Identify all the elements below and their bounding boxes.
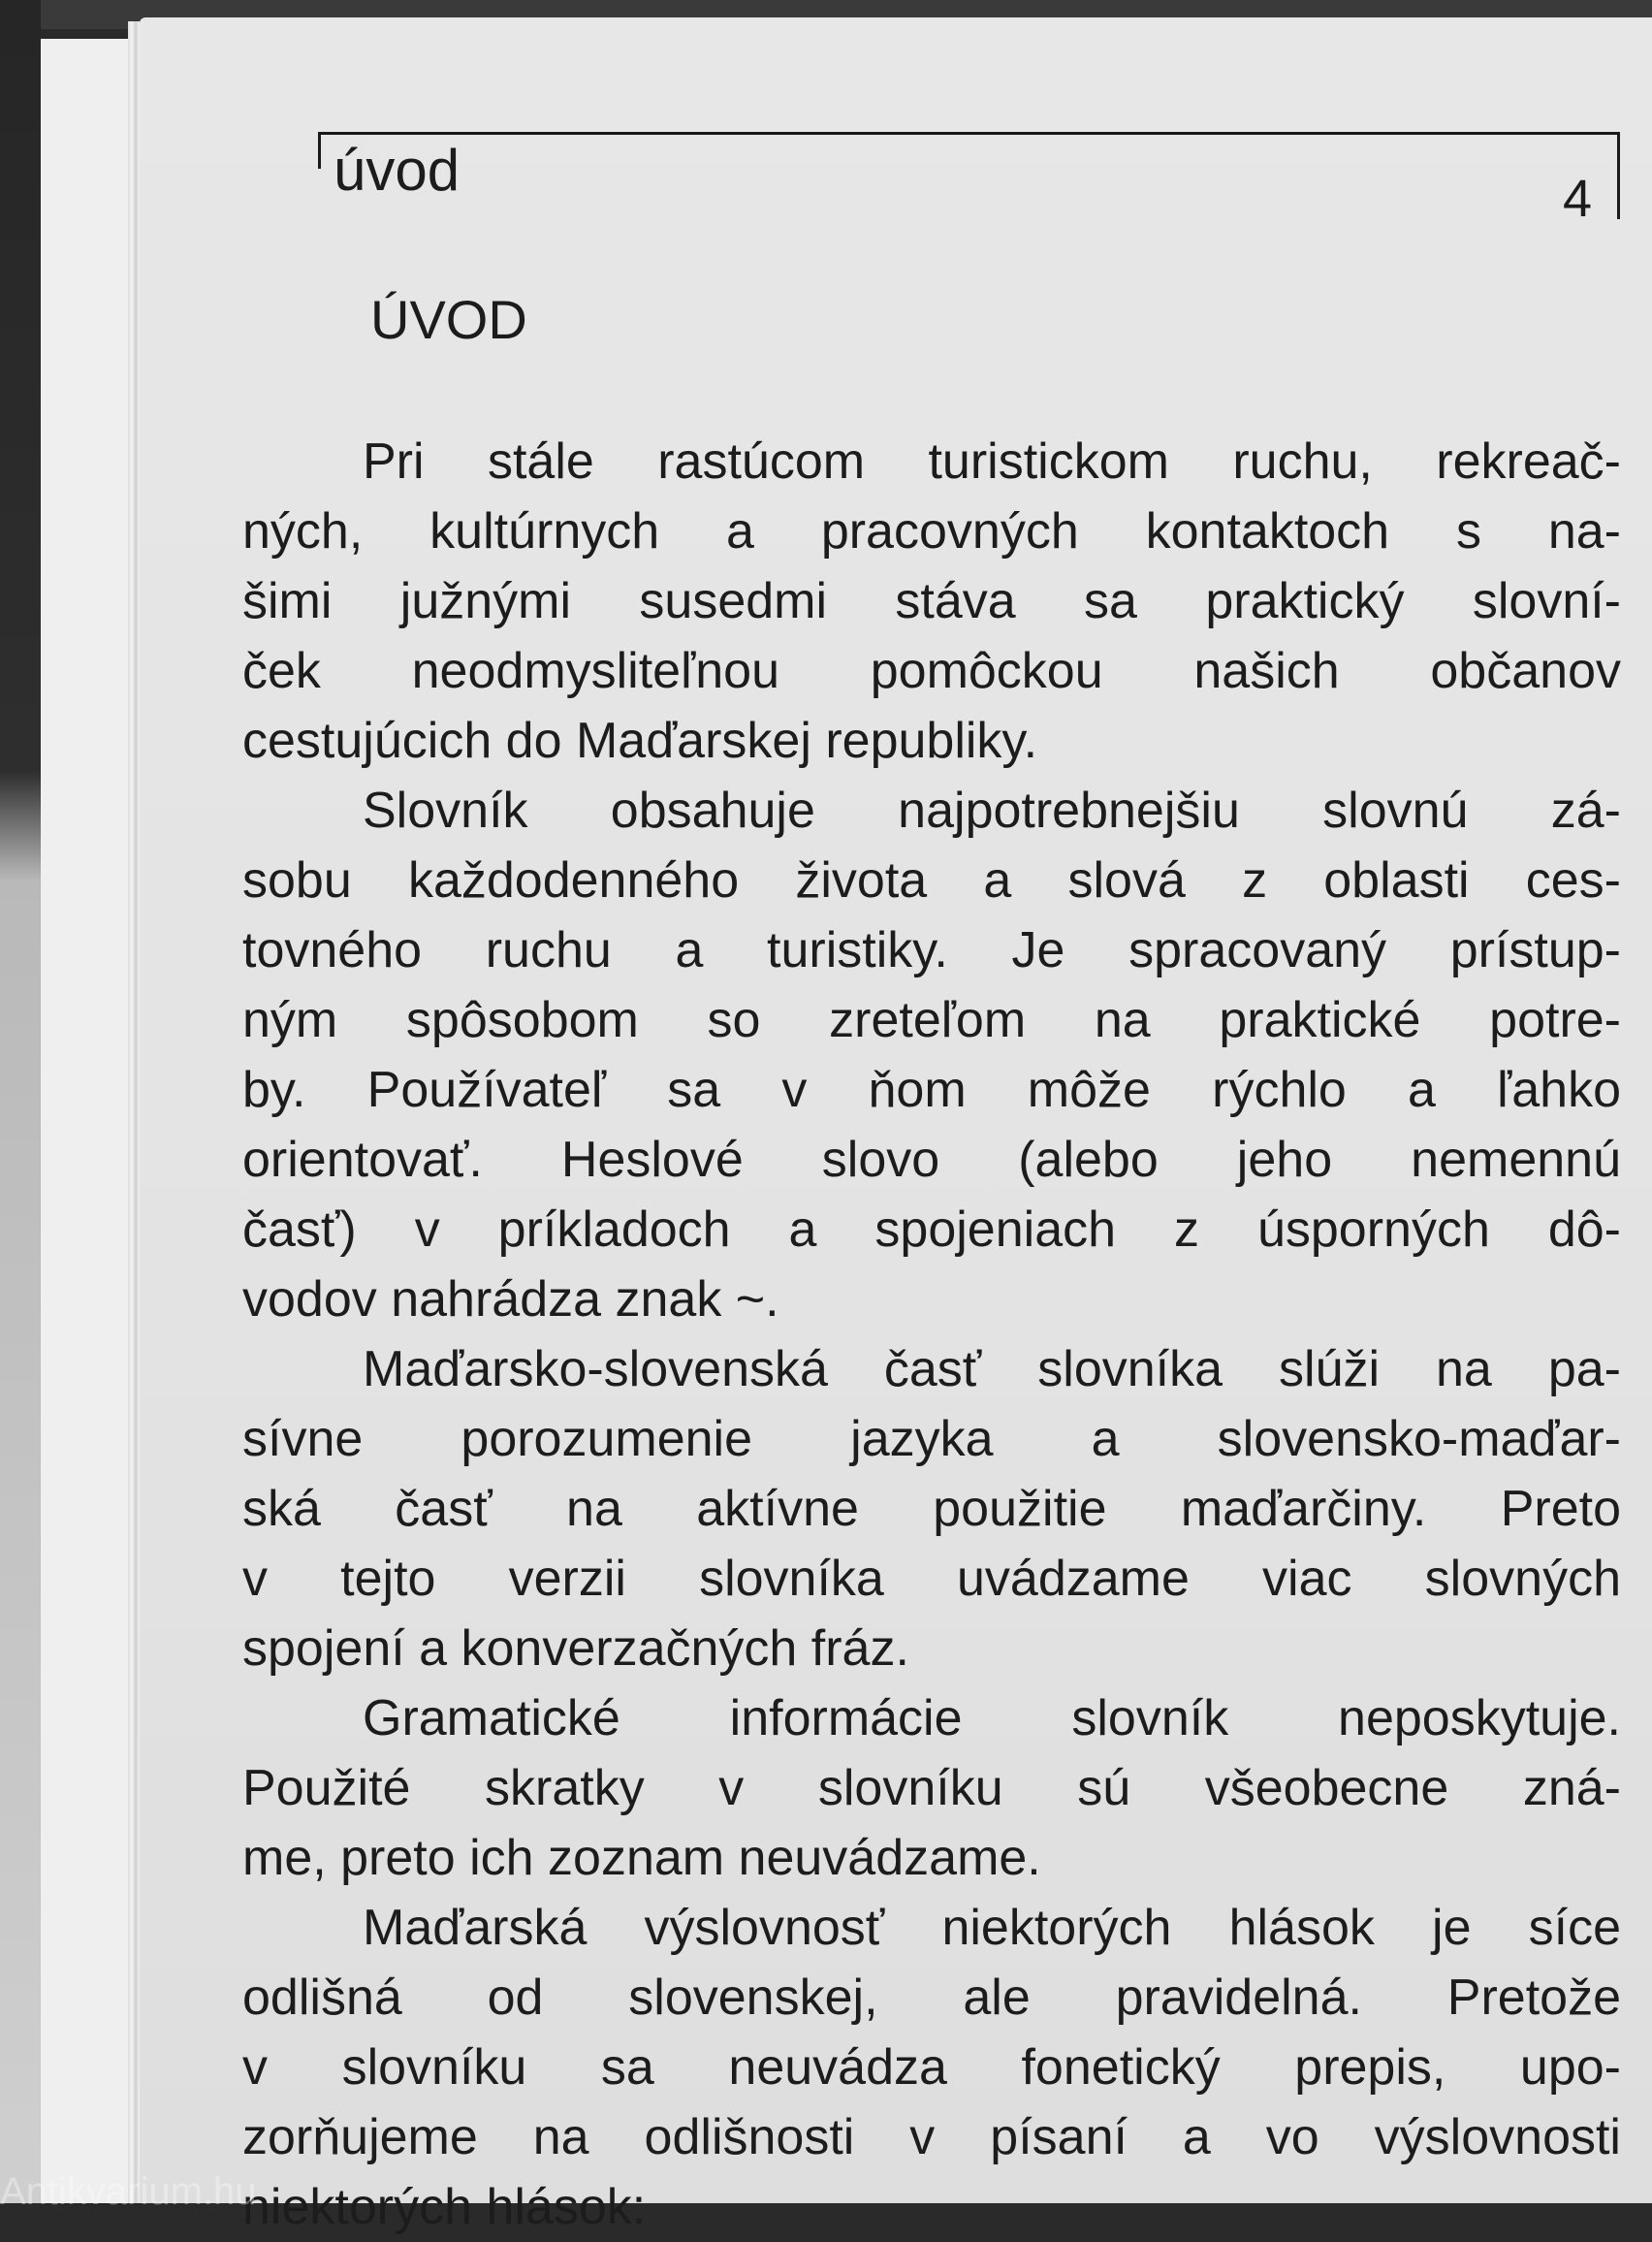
- text-line: Maďarská výslovnosť niektorých hlások je síce: [363, 1900, 1621, 1956]
- background-left: [0, 0, 41, 2203]
- text-line: v tejto verzii slovníka uvádzame viac slovných: [242, 1551, 1621, 1607]
- page-title: ÚVOD: [370, 289, 527, 350]
- text-line: cestujúcich do Maďarskej republiky.: [242, 713, 1038, 769]
- header-rule-right: [1617, 132, 1620, 219]
- text-line: Použité skratky v slovníku sú všeobecne zná-: [242, 1760, 1621, 1816]
- text-line: Maďarsko-slovenská časť slovníka slúži na pa-: [363, 1341, 1621, 1397]
- text-line: zorňujeme na odlišnosti v písaní a vo výslovnosti: [242, 2109, 1621, 2165]
- text-line: Gramatické informácie slovník neposkytuje.: [363, 1690, 1621, 1746]
- page-edge: [128, 21, 140, 2203]
- paragraph: [242, 1893, 1621, 2242]
- text-line: tovného ruchu a turistiky. Je spracovaný prístup-: [242, 922, 1621, 978]
- text-line: Slovník obsahuje najpotrebnejšiu slovnú zá-: [363, 783, 1621, 839]
- text-line: sívne porozumenie jazyka a slovensko-maďar-: [242, 1411, 1621, 1467]
- page-number: 4: [1563, 170, 1593, 228]
- body-text: [242, 427, 1621, 2242]
- text-line: me, preto ich zoznam neuvádzame.: [242, 1830, 1041, 1886]
- paragraph: [242, 1334, 1621, 1683]
- text-line: orientovať. Heslové slovo (alebo jeho nemennú: [242, 1132, 1621, 1188]
- text-line: ných, kultúrnych a pracovných kontaktoch s na-: [242, 503, 1621, 560]
- text-line: ská časť na aktívne použitie maďarčiny. Preto: [242, 1481, 1621, 1537]
- text-line: šimi južnými susedmi stáva sa praktický slovní-: [242, 573, 1621, 629]
- text-line: ným spôsobom so zreteľom na praktické potre-: [242, 992, 1621, 1048]
- text-line: by. Používateľ sa v ňom môže rýchlo a ľahko: [242, 1062, 1621, 1118]
- header-rule-top: [318, 132, 1619, 135]
- text-line: Pri stále rastúcom turistickom ruchu, rekreač-: [363, 433, 1621, 490]
- text-line: odlišná od slovenskej, ale pravidelná. Pretože: [242, 1970, 1621, 2026]
- paragraph: [242, 427, 1621, 776]
- text-line: časť) v príkladoch a spojeniach z úsporných dô-: [242, 1201, 1621, 1258]
- paragraph: [242, 776, 1621, 1334]
- text-line: v slovníku sa neuvádza fonetický prepis, upo-: [242, 2039, 1621, 2096]
- text-line: ček neodmysliteľnou pomôckou našich občanov: [242, 643, 1621, 699]
- running-header: úvod: [334, 138, 461, 203]
- text-line: vodov nahrádza znak ~.: [242, 1271, 779, 1328]
- text-line: niektorých hlások:: [242, 2179, 647, 2235]
- paragraph: [242, 1683, 1621, 1893]
- text-line: sobu každodenného života a slová z oblasti ces-: [242, 852, 1621, 909]
- header-rule-left: [318, 132, 321, 169]
- back-page: [41, 39, 138, 2203]
- text-line: spojení a konverzačných fráz.: [242, 1620, 909, 1677]
- watermark: Antikvarium.hu: [0, 2170, 257, 2213]
